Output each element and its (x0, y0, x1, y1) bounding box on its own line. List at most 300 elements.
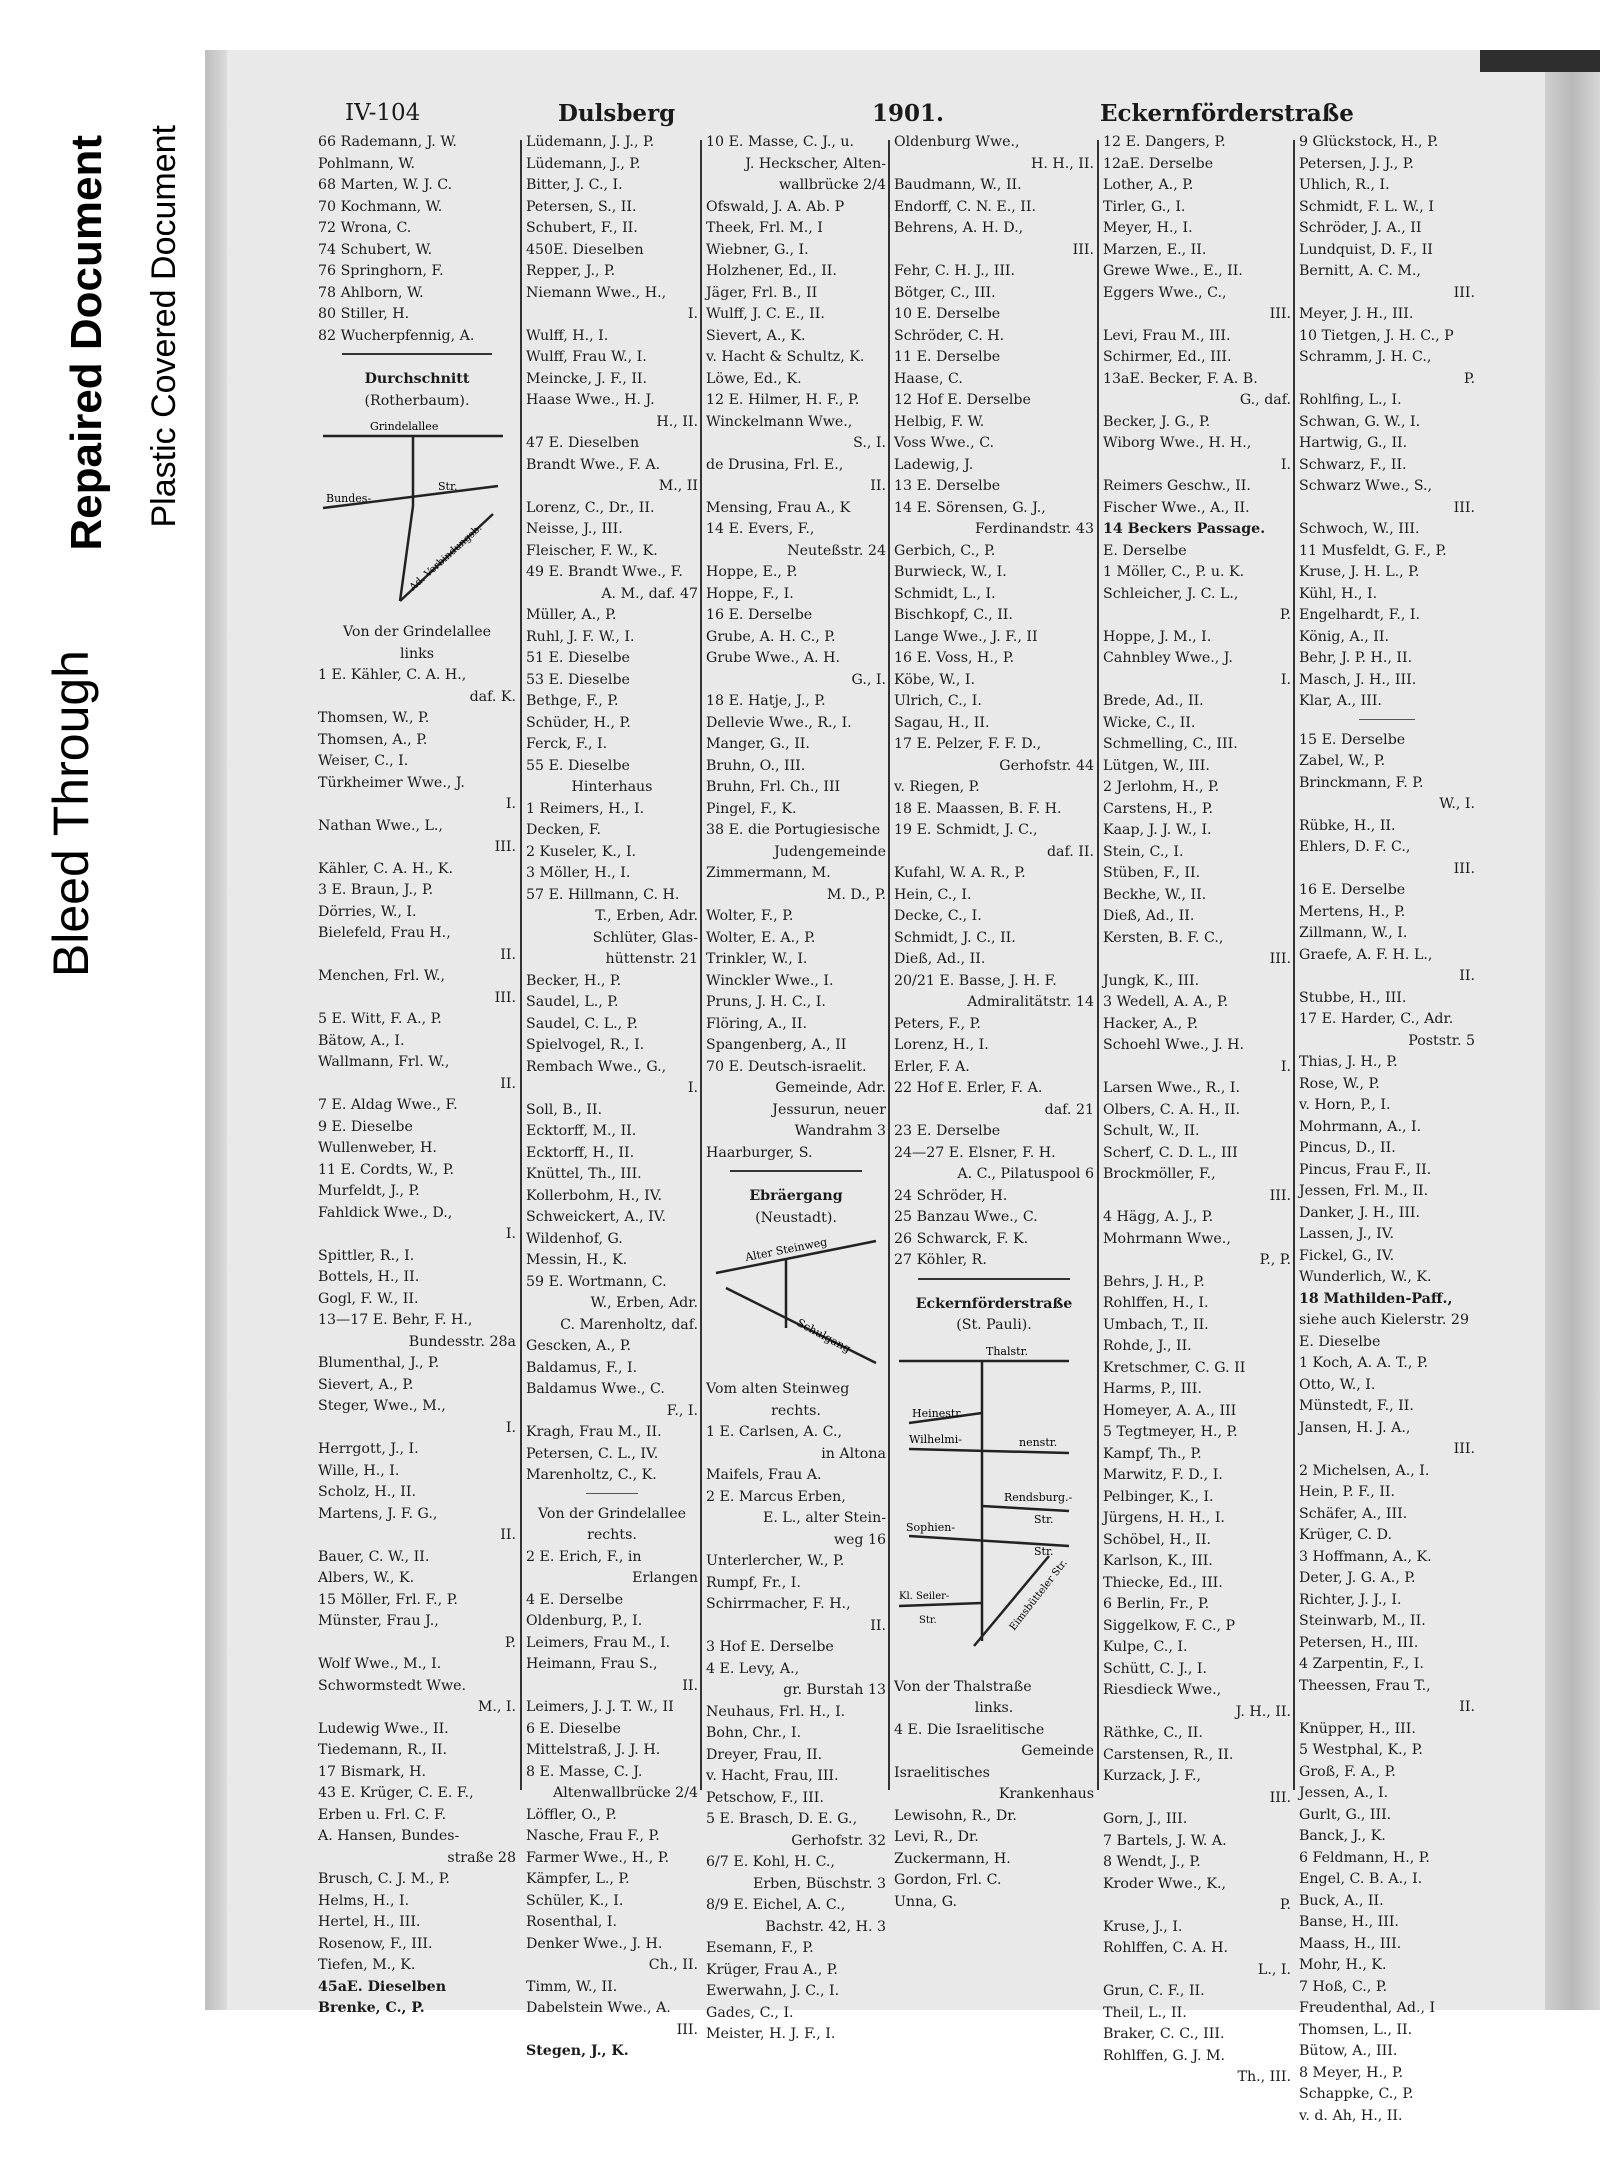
directory-entry: 3 Hoffmann, A., K. (1299, 1548, 1432, 1565)
directory-entry: M., I. (477, 1699, 516, 1715)
directory-entry: II. (500, 1527, 516, 1543)
directory-entry: 26 Schwarck, F. K. (894, 1230, 1029, 1247)
directory-entry: 18 Mathilden-Paff., (1299, 1290, 1453, 1307)
directory-entry: 47 E. Dieselben (526, 435, 640, 451)
directory-entry: 7 Bartels, J. W. A. (1103, 1832, 1227, 1849)
directory-entry: Fahldick Wwe., D., (318, 1204, 453, 1221)
directory-entry: Harms, P., III. (1103, 1381, 1202, 1397)
directory-entry: Siggelkow, F. C., P (1103, 1617, 1236, 1634)
directory-entry: C. Marenholtz, daf. (560, 1316, 698, 1333)
directory-entry: 13—17 E. Behr, F. H., (318, 1312, 473, 1328)
directory-entry: Mensing, Frau A., K (706, 499, 851, 516)
directory-entry: Saudel, C. L., P. (526, 1015, 638, 1032)
directory-entry: de Drusina, Frl. E., (706, 456, 844, 473)
directory-entry: Wolf Wwe., M., I. (318, 1656, 442, 1672)
directory-entry: Ch., II. (648, 1957, 698, 1973)
map-label: Alter Steinweg (744, 1235, 829, 1264)
directory-entry: 4 E. Derselbe (526, 1591, 624, 1608)
directory-entry: Dieß, Ad., II. (1103, 908, 1195, 924)
directory-entry: H., II. (656, 413, 698, 430)
directory-entry: Stubbe, H., III. (1299, 989, 1407, 1006)
directory-entry: Baldamus Wwe., C. (526, 1381, 665, 1397)
directory-entry: 15 E. Derselbe (1299, 731, 1406, 748)
directory-entry: Admiralitätstr. 14 (967, 994, 1094, 1010)
directory-entry: 22 Hof E. Erler, F. A. (894, 1080, 1043, 1096)
directory-entry: Richter, J. J., I. (1299, 1591, 1402, 1608)
directory-entry: Timm, W., II. (526, 1978, 618, 1995)
directory-entry: Banck, J., K. (1299, 1828, 1386, 1844)
directory-entry: Krüger, C. D. (1299, 1527, 1392, 1543)
directory-entry: III. (1269, 306, 1291, 322)
directory-entry: Levi, R., Dr. (894, 1829, 979, 1845)
directory-entry: 49 E. Brandt Wwe., F. (526, 564, 683, 580)
directory-entry: I. (1280, 1058, 1291, 1075)
map-label: Schulgang (794, 1316, 853, 1356)
directory-entry: Rosenow, F., III. (318, 1935, 433, 1952)
map-label: Rendsburg.- (1004, 1490, 1073, 1504)
directory-entry: M., II (658, 478, 698, 494)
directory-entry: Wallmann, Frl. W., (318, 1054, 450, 1070)
directory-entry: Haarburger, S. (706, 1144, 813, 1161)
directory-entry: Schmelling, C., III. (1103, 736, 1238, 752)
directory-entry: Mittelstraß, J. J. H. (526, 1742, 661, 1758)
directory-entry: 1 Möller, C., P. u. K. (1103, 564, 1245, 580)
directory-entry: Leimers, J. J. T. W., II (526, 1699, 674, 1715)
directory-entry: Gerhofstr. 44 (999, 757, 1094, 774)
directory-entry: Stüben, F., II. (1103, 865, 1201, 881)
directory-entry: Münstedt, F., II. (1299, 1398, 1414, 1414)
directory-entry: 74 Schubert, W. (318, 241, 433, 258)
directory-entry: II. (1459, 968, 1475, 984)
map-label: Eimsbütteler Str. (1007, 1557, 1070, 1633)
directory-entry: P., P. (1259, 1252, 1291, 1268)
directory-entry: 8 E. Masse, C. J. (526, 1763, 643, 1780)
map-label: Str. (919, 1614, 937, 1626)
directory-entry: Tiedemann, R., II. (318, 1742, 448, 1758)
directory-entry: Zabel, W., P. (1299, 753, 1386, 769)
directory-entry: Endorff, C. N. E., II. (894, 198, 1036, 215)
directory-entry: Marenholtz, C., K. (526, 1467, 657, 1483)
directory-entry: 12 E. Dangers, P. (1103, 134, 1226, 150)
directory-entry: Bitter, J. C., I. (526, 177, 623, 193)
directory-entry: W., I. (1439, 796, 1475, 812)
directory-entry: Klar, A., III. (1299, 693, 1382, 709)
page-number: IV-104 (345, 100, 421, 126)
map-label: Heinestr. (912, 1406, 963, 1420)
directory-entry: 6/7 E. Kohl, H. C., (706, 1854, 835, 1870)
directory-entry: Brockmöller, F., (1103, 1166, 1216, 1182)
directory-entry: Meister, H. J. F., I. (706, 2026, 836, 2042)
directory-entry: Petersen, C. L., IV. (526, 1445, 659, 1462)
directory-entry: v. Hacht & Schultz, K. (706, 349, 865, 365)
directory-entry: Grube, A. H. C., P. (706, 628, 836, 645)
directory-entry: Jungk, K., III. (1103, 972, 1200, 989)
directory-entry: Weiser, C., I. (318, 753, 409, 769)
directory-entry: 2 Kuseler, K., I. (526, 843, 637, 860)
header-year: 1901. (872, 100, 945, 127)
directory-entry: Haase, C. (894, 370, 963, 387)
directory-entry: Bohn, Chr., I. (706, 1725, 802, 1741)
directory-entry: III. (676, 2021, 698, 2038)
directory-entry: Gerbich, C., P. (894, 542, 996, 559)
directory-column-4 (894, 132, 1094, 1910)
directory-entry: E. Dieselbe (1299, 1333, 1381, 1350)
directory-entry: Gogl, F. W., II. (318, 1290, 419, 1307)
directory-entry: Oldenburg, P., I. (526, 1613, 643, 1629)
directory-entry: v. d. Ah, H., II. (1299, 2107, 1403, 2124)
directory-entry: Fehr, C. H. J., III. (894, 263, 1016, 279)
directory-entry: 3 E. Braun, J., P. (318, 882, 434, 898)
directory-entry: Thiecke, Ed., III. (1103, 1574, 1223, 1591)
directory-entry: Winckler Wwe., I. (706, 972, 834, 989)
directory-entry: Hertel, H., III. (318, 1914, 421, 1930)
directory-entry: Schlüter, Glas- (592, 929, 698, 946)
section-divider (918, 1278, 1070, 1290)
directory-entry: Kulpe, C., I. (1103, 1639, 1188, 1655)
directory-entry: Dellevie Wwe., R., I. (706, 714, 852, 731)
directory-entry: Engelhardt, F., I. (1299, 607, 1420, 623)
directory-entry: Rembach Wwe., G., (526, 1058, 667, 1075)
directory-entry: 6 Berlin, Fr., P. (1103, 1596, 1210, 1612)
directory-entry: Gordon, Frl. C. (894, 1872, 1002, 1888)
directory-entry: Burwieck, W., I. (894, 564, 1007, 580)
directory-entry: M. D., P. (826, 886, 886, 903)
directory-entry: Kaap, J. J. W., I. (1103, 822, 1212, 838)
directory-entry: 14 Beckers Passage. (1103, 521, 1266, 537)
directory-entry: Ladewig, J. (894, 456, 974, 473)
directory-entry: Hein, C., I. (894, 886, 972, 903)
directory-entry: Wille, H., I. (318, 1462, 400, 1479)
directory-entry: I. (505, 1226, 516, 1242)
directory-entry: Bauer, C. W., II. (318, 1548, 430, 1565)
directory-entry: wallbrücke 2/4 (779, 177, 886, 193)
directory-entry: Räthke, C., II. (1103, 1725, 1203, 1741)
directory-entry: Dieß, Ad., II. (894, 951, 986, 967)
directory-entry: Lorenz, C., Dr., II. (526, 499, 655, 516)
directory-entry: Schröder, J. A., II (1299, 220, 1422, 236)
directory-entry: Ferdinandstr. 43 (975, 521, 1094, 537)
map-label: Grindelallee (370, 420, 439, 433)
directory-entry: W., Erben, Adr. (590, 1295, 698, 1311)
directory-entry: III. (1269, 951, 1291, 967)
directory-entry: Löffler, O., P. (526, 1806, 617, 1823)
directory-entry: 7 Hoß, C., P. (1299, 1978, 1388, 1995)
directory-entry: Grewe Wwe., E., II. (1103, 263, 1243, 279)
directory-entry: P. (504, 1634, 516, 1651)
directory-entry: Rosenthal, I. (526, 1914, 618, 1930)
directory-entry: Blumenthal, J., P. (318, 1355, 440, 1371)
directory-entry: gr. Burstah 13 (783, 1682, 886, 1698)
directory-entry: Schmidt, J. C., II. (894, 929, 1016, 946)
directory-entry: Schwormstedt Wwe. (318, 1677, 467, 1694)
directory-entry: II. (500, 946, 516, 963)
directory-entry: 13 E. Derselbe (894, 478, 1001, 494)
directory-entry: 2 E. Erich, F., in (526, 1548, 642, 1565)
directory-entry: Marwitz, F. D., I. (1103, 1467, 1223, 1483)
directory-entry: 23 E. Derselbe (894, 1123, 1001, 1139)
directory-entry: 1 Koch, A. A. T., P. (1299, 1355, 1429, 1371)
directory-entry: 17 Bismark, H. (318, 1763, 426, 1780)
directory-entry: Lüdemann, J. J., P. (526, 134, 655, 150)
directory-entry: Theil, L., II. (1103, 2004, 1187, 2021)
directory-entry: Trinkler, W., I. (706, 951, 808, 967)
directory-entry: Thomsen, A., P. (318, 731, 428, 748)
directory-entry: Petschow, F., III. (706, 1789, 824, 1806)
directory-entry: Unterlercher, W., P. (706, 1553, 845, 1569)
map-label: Ad. Verbindungsb. (407, 522, 485, 594)
directory-entry: 72 Wrona, C. (318, 220, 412, 236)
directory-entry: Voss Wwe., C. (894, 435, 995, 451)
directory-entry: Ehlers, D. F. C., (1299, 839, 1411, 855)
directory-entry: Kühl, H., I. (1299, 585, 1378, 602)
directory-entry: (St. Pauli). (956, 1317, 1032, 1333)
directory-entry: 12 E. Hilmer, H. F., P. (706, 392, 860, 408)
directory-entry: E. Derselbe (1103, 542, 1187, 559)
directory-entry: Pingel, F., K. (706, 800, 797, 817)
directory-entry: 80 Stiller, H. (318, 306, 410, 322)
directory-entry: Brusch, C. J. M., P. (318, 1871, 450, 1887)
directory-entry: 18 E. Hatje, J., P. (706, 693, 826, 709)
directory-entry: Rohlffen, G. J. M. (1103, 2047, 1226, 2064)
directory-entry: rechts. (587, 1527, 637, 1543)
directory-entry: Köbe, W., I. (894, 671, 976, 688)
directory-entry: Bundesstr. 28a (408, 1333, 516, 1350)
directory-entry: v. Hacht, Frau, III. (706, 1768, 839, 1784)
directory-entry: II. (500, 1075, 516, 1092)
directory-entry: Kämpfer, L., P. (526, 1871, 630, 1887)
directory-entry: T., Erben, Adr. (595, 908, 698, 924)
directory-entry: 8 Meyer, H., P. (1299, 2064, 1404, 2081)
directory-entry: A. Hansen, Bundes- (318, 1828, 460, 1844)
directory-entry: Heimann, Frau S., (526, 1656, 658, 1672)
directory-entry: Bruhn, O., III. (706, 757, 806, 774)
directory-entry: Poststr. 5 (1408, 1032, 1475, 1049)
directory-entry: Lorenz, H., I. (894, 1037, 989, 1053)
directory-entry: 6 E. Dieselbe (526, 1720, 621, 1737)
directory-entry: Masch, J. H., III. (1299, 671, 1417, 688)
directory-entry: Niemann Wwe., H., (526, 284, 667, 301)
directory-entry: Deter, J. G. A., P. (1299, 1570, 1416, 1586)
directory-entry: Steger, Wwe., M., (318, 1398, 446, 1414)
directory-entry: III. (1453, 860, 1475, 877)
directory-entry: Dreyer, Frau, II. (706, 1746, 823, 1763)
directory-entry: II. (870, 478, 886, 494)
directory-entry: Schöbel, H., II. (1103, 1531, 1211, 1548)
section-divider (342, 353, 492, 365)
directory-entry: Decke, C., I. (894, 908, 982, 924)
directory-entry: Schramm, J. H. C., (1299, 349, 1432, 365)
directory-entry: Helms, H., I. (318, 1892, 410, 1909)
map-label: Wilhelmi- (909, 1432, 962, 1446)
directory-entry: 14 E. Sörensen, G. J., (894, 499, 1046, 516)
directory-entry: Pincus, D., II. (1299, 1140, 1396, 1156)
directory-entry: Gades, C., I. (706, 2004, 794, 2021)
directory-entry: Becker, H., P. (526, 972, 622, 989)
directory-entry: Brede, Ad., II. (1103, 693, 1204, 709)
directory-entry: Bötger, C., III. (894, 284, 996, 301)
directory-entry: Marzen, E., II. (1103, 241, 1207, 258)
directory-entry: 3 Hof E. Derselbe (706, 1639, 834, 1655)
directory-entry: Bütow, A., III. (1299, 2043, 1398, 2059)
directory-entry: I. (1280, 456, 1291, 473)
directory-entry: straße 28 (447, 1849, 516, 1866)
directory-entry: daf. 21 (1044, 1101, 1094, 1118)
directory-entry: Hoppe, F., I. (706, 585, 794, 602)
directory-entry: Schmidt, L., I. (894, 585, 996, 602)
street-map-eckernfoerderstrasse (894, 1341, 1094, 1671)
directory-entry: 11 Musfeldt, G. F., P. (1299, 542, 1447, 559)
directory-entry: Kähler, C. A. H., K. (318, 860, 454, 877)
directory-entry: III. (1072, 241, 1094, 258)
directory-entry: P. (1279, 1897, 1291, 1913)
directory-entry: Hoppe, E., P. (706, 564, 798, 580)
directory-entry: Engel, C. B. A., I. (1299, 1871, 1423, 1887)
directory-entry: Lange Wwe., J. F., II (894, 628, 1038, 645)
directory-entry: Schwarz Wwe., S., (1299, 478, 1433, 494)
directory-entry: Becker, J. G., P. (1103, 413, 1211, 430)
scan-border-top (1480, 50, 1600, 72)
directory-entry: Kroder Wwe., K., (1103, 1875, 1226, 1892)
directory-entry: Ferck, F., I. (526, 736, 608, 752)
directory-entry: Gerhofstr. 32 (791, 1832, 886, 1849)
directory-entry: Olbers, C. A. H., II. (1103, 1101, 1240, 1118)
directory-entry: 8/9 E. Eichel, A. C., (706, 1897, 846, 1913)
directory-entry: Gemeinde (1021, 1743, 1094, 1759)
directory-entry: 18 E. Maassen, B. F. H. (894, 800, 1062, 817)
directory-entry: Ofswald, J. A. Ab. P (706, 198, 845, 215)
directory-entry: Bischkopf, C., II. (894, 607, 1013, 623)
directory-entry: Ludewig Wwe., II. (318, 1720, 449, 1737)
directory-entry: Kufahl, W. A. R., P. (894, 865, 1026, 881)
directory-entry: Rohlffen, C. A. H. (1103, 1940, 1229, 1956)
directory-entry: Pelbinger, K., I. (1103, 1488, 1214, 1505)
directory-entry: Wolter, F., P. (706, 908, 794, 924)
directory-entry: Gorn, J., III. (1103, 1811, 1188, 1827)
directory-entry: Spangenberg, A., II (706, 1037, 847, 1053)
directory-entry: 13aE. Becker, F. A. B. (1103, 370, 1258, 387)
directory-entry: Rohde, J., II. (1103, 1338, 1192, 1354)
directory-entry: v. Horn, P., I. (1299, 1097, 1391, 1113)
directory-entry: Schwoch, W., III. (1299, 521, 1420, 537)
directory-entry: Krankenhaus (998, 1786, 1094, 1802)
directory-entry: Theessen, Frau T., (1299, 1677, 1431, 1694)
directory-entry: Altenwallbrücke 2/4 (553, 1785, 698, 1801)
directory-entry: 66 Rademann, J. W. (318, 134, 457, 150)
directory-entry: Carstens, H., P. (1103, 800, 1213, 817)
directory-entry: Scherf, C. D. L., III (1103, 1144, 1238, 1161)
directory-entry: Oldenburg Wwe., (894, 134, 1020, 150)
directory-entry: Pincus, Frau F., II. (1299, 1161, 1432, 1178)
directory-entry: Behrs, J. H., P. (1103, 1273, 1205, 1290)
map-label: Sophien- (906, 1520, 956, 1534)
directory-entry: Messin, H., K. (526, 1252, 628, 1268)
directory-entry: 5 E. Witt, F. A., P. (318, 1011, 442, 1027)
directory-entry: Martens, J. F. G., (318, 1505, 438, 1522)
directory-entry: Lütgen, W., III. (1103, 757, 1210, 774)
directory-entry: Schoehl Wwe., J. H. (1103, 1037, 1245, 1053)
directory-entry: 16 E. Derselbe (1299, 882, 1406, 898)
directory-entry: daf. K. (469, 688, 516, 705)
directory-entry: Neisse, J., III. (526, 521, 623, 537)
directory-entry: Eggers Wwe., C., (1103, 284, 1227, 301)
directory-entry: Holzhener, Ed., II. (706, 263, 837, 279)
directory-entry: 15 Möller, Frl. F., P. (318, 1591, 458, 1608)
directory-entry: Maifels, Frau A. (706, 1467, 822, 1483)
directory-entry: Albers, W., K. (318, 1570, 415, 1586)
directory-entry: 3 Möller, H., I. (526, 865, 631, 881)
directory-entry: Wandrahm 3 (794, 1123, 886, 1139)
directory-entry: L., I. (1257, 1961, 1291, 1978)
directory-entry: Cahnbley Wwe., J. (1103, 650, 1233, 666)
section-heading: Durchschnitt (364, 371, 470, 387)
directory-entry: Schweickert, A., IV. (526, 1209, 666, 1225)
map-label: Str. (438, 480, 458, 493)
directory-entry: Ulrich, C., I. (894, 693, 982, 709)
directory-entry: 27 Köhler, R. (894, 1252, 987, 1268)
directory-entry: Kersten, B. F. C., (1103, 929, 1224, 946)
directory-entry: Münster, Frau J., (318, 1613, 439, 1629)
directory-entry: Hinterhaus (571, 779, 653, 795)
directory-entry: 76 Springhorn, F. (318, 263, 444, 279)
directory-entry: Winckelmann Wwe., (706, 413, 853, 430)
directory-entry: siehe auch Kielerstr. 29 (1299, 1312, 1469, 1328)
section-heading: Ebräergang (749, 1188, 843, 1204)
directory-entry: Thomsen, W., P. (318, 710, 430, 726)
directory-entry: G., I. (851, 671, 886, 688)
directory-entry: I. (687, 306, 698, 322)
directory-entry: Manger, G., II. (706, 736, 810, 752)
header-street-left: Dulsberg (558, 100, 676, 127)
directory-column-1 (318, 132, 516, 2016)
directory-entry: 20/21 E. Basse, J. H. F. (894, 972, 1057, 989)
directory-entry: Meyer, J. H., III. (1299, 306, 1414, 322)
directory-entry: Schirrmacher, F. H., (706, 1596, 851, 1612)
directory-entry: 1 Reimers, H., I. (526, 800, 645, 817)
directory-entry: Pohlmann, W. (318, 155, 416, 172)
directory-entry: Erlangen (632, 1570, 698, 1586)
directory-entry: H. H., II. (1030, 155, 1094, 172)
directory-entry: Steinwarb, M., II. (1299, 1613, 1426, 1629)
directory-entry: Grube Wwe., A. H. (706, 650, 841, 666)
directory-entry: Behr, J. P. H., II. (1299, 650, 1413, 666)
directory-entry: (Rotherbaum). (364, 392, 470, 409)
directory-entry: links. (974, 1700, 1014, 1716)
header-street-right: Eckernförderstraße (1100, 100, 1354, 127)
directory-entry: Jessen, Frl. M., II. (1299, 1183, 1429, 1199)
directory-entry: Rohlfing, L., I. (1299, 392, 1402, 408)
directory-entry: Carstensen, R., II. (1103, 1746, 1234, 1763)
directory-entry: Bottels, H., II. (318, 1269, 420, 1285)
directory-entry: I. (505, 796, 516, 812)
directory-entry: I. (505, 1419, 516, 1436)
directory-entry: Maass, H., III. (1299, 1935, 1402, 1952)
map-label: Kl. Seiler- (899, 1590, 950, 1602)
directory-entry: Mohrmann Wwe., (1103, 1230, 1231, 1247)
street-map-ebraergang (706, 1233, 886, 1373)
directory-entry: Helbig, F. W. (894, 413, 985, 430)
directory-entry: Stein, C., I. (1103, 843, 1184, 860)
directory-entry: 70 E. Deutsch-israelit. (706, 1058, 867, 1075)
street-map-durchschnitt (318, 416, 516, 616)
directory-entry: 12aE. Derselbe (1103, 155, 1214, 172)
directory-entry: 1 E. Carlsen, A. C., (706, 1424, 843, 1440)
directory-entry: Denker Wwe., J. H. (526, 1935, 663, 1952)
directory-entry: Wiebner, G., I. (706, 241, 809, 258)
directory-entry: Pruns, J. H. C., I. (706, 994, 826, 1010)
directory-entry: I. (687, 1080, 698, 1096)
directory-entry: Levi, Frau M., III. (1103, 327, 1231, 344)
directory-entry: Meincke, J. F., II. (526, 370, 648, 387)
